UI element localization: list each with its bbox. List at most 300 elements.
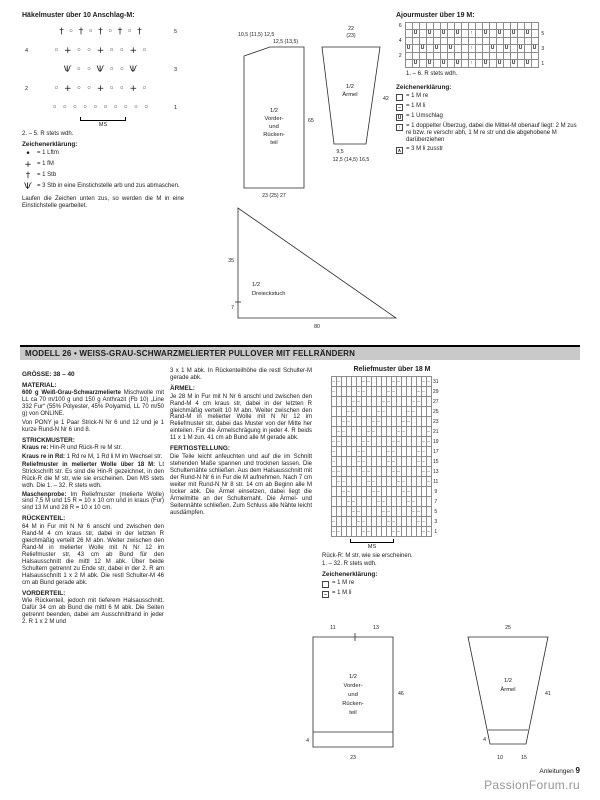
- chart-cell: –: [346, 407, 351, 417]
- chart-cell: [482, 53, 489, 60]
- row-number-right: 5: [434, 508, 438, 515]
- row-number-right: 3: [541, 45, 545, 52]
- chart-cell: [447, 23, 454, 30]
- chart-cell: –: [401, 427, 406, 437]
- chart-cell: –: [391, 517, 396, 527]
- chart-cell: [531, 38, 538, 45]
- model-header-bar: [20, 345, 580, 360]
- measurement-label: 22: [348, 26, 354, 32]
- chart-cell: [468, 38, 475, 45]
- crochet-repeat-note: 2. – 5. R stets wdh.: [22, 131, 74, 137]
- measurement-label: 4: [483, 737, 486, 743]
- row-number-right: [538, 23, 547, 30]
- schematic-label: Ärmel: [500, 687, 516, 693]
- measurement-label: 10: [497, 755, 503, 761]
- instruction-heading: ÄRMEL:: [170, 384, 195, 392]
- instruction-heading: FERTIGSTELLUNG:: [170, 445, 230, 453]
- chart-cell: –: [401, 477, 406, 487]
- crochet-symbols: ◦ + ◦ ◦ + ◦ ◦ + ◦: [53, 45, 149, 56]
- chart-cell: [412, 23, 419, 30]
- instruction-lead: Reliefmuster in melierter Wolle über 18 M:: [22, 462, 156, 469]
- chart-cell: –: [351, 497, 356, 507]
- instruction-lead: 600 g Weiß-Grau-Schwarzmelierte: [22, 390, 121, 397]
- chart-cell: –: [401, 417, 406, 427]
- measurement-label: (23): [346, 33, 356, 39]
- instructions-column-1: [22, 368, 164, 628]
- chart-cell: U: [434, 45, 439, 51]
- row-number-left: 4: [24, 47, 29, 54]
- chart-cell: [489, 23, 496, 30]
- chart-cell: [496, 45, 503, 53]
- chart-cell: U: [483, 60, 488, 66]
- instructions-column-2: [170, 368, 312, 518]
- chart-cell: –: [381, 397, 386, 407]
- chart-cell: –: [406, 417, 411, 427]
- chart-cell: –: [366, 527, 371, 537]
- chart-cell: [447, 53, 454, 60]
- schematic-label: 1/2: [348, 674, 358, 680]
- row-number-right: 3: [173, 66, 178, 73]
- chart-cell: –: [411, 407, 416, 417]
- relief-note-1: Rück-R: M str, wie sie erscheinen.: [322, 553, 413, 559]
- chart-cell: –: [381, 497, 386, 507]
- crochet-chart-row: [22, 41, 180, 60]
- chart-cell: [496, 23, 503, 30]
- chart-cell: [468, 23, 475, 30]
- chart-cell: –: [361, 457, 366, 467]
- schematic-label: Ärmel: [342, 92, 358, 98]
- chart-cell: –: [381, 407, 386, 417]
- chart-cell: –: [391, 527, 396, 537]
- legend-item: [22, 183, 184, 192]
- chart-cell: U: [448, 45, 453, 51]
- chart-cell: –: [421, 457, 426, 467]
- chart-cell: [524, 23, 531, 30]
- chart-cell: –: [391, 387, 396, 397]
- chart-cell: –: [331, 517, 336, 527]
- chart-cell: –: [381, 507, 386, 517]
- chart-cell: –: [361, 437, 366, 447]
- chart-cell: –: [361, 527, 366, 537]
- measurement-label: 15: [521, 755, 527, 761]
- chart-cell: –: [416, 507, 421, 517]
- ms-label: MS: [367, 544, 377, 550]
- chart-cell: [489, 30, 496, 38]
- chart-row: [396, 60, 547, 68]
- chart-cell: –: [351, 507, 356, 517]
- measurement-label: 13: [373, 625, 379, 631]
- chart-cell: –: [331, 467, 336, 477]
- chart-cell: ↑: [468, 45, 475, 53]
- row-number-left: [322, 417, 331, 427]
- chart-cell: [482, 38, 489, 45]
- instruction-heading: RÜCKENTEIL:: [22, 515, 66, 523]
- chart-row: [322, 507, 440, 517]
- crochet-chart-row: [22, 98, 180, 117]
- chart-cell: [496, 38, 503, 45]
- legend-item: [322, 580, 462, 588]
- chart-cell: [440, 23, 447, 30]
- legend-symbol: –: [322, 591, 329, 598]
- instruction-paragraph: Maschenprobe: Im Reliefmuster (melierte Wolle) sind 7,5 M und 15 R = 10 x 10 cm und in kraus (Fur) sind 13 M und 28 R = 10 x 10 cm.: [22, 491, 164, 512]
- chart-cell: [412, 53, 419, 60]
- chart-cell: [419, 53, 426, 60]
- model-title: MODELL 26 • WEISS-GRAU-SCHWARZMELIERTER PULLOVER MIT FELLRÄNDERN: [25, 349, 356, 358]
- chart-cell: –: [391, 467, 396, 477]
- chart-cell: [531, 60, 538, 68]
- crochet-symbols: ◦ ◦ ◦ ◦ ◦ ◦ ◦ ◦ ◦ ◦: [52, 102, 150, 113]
- chart-cell: –: [426, 377, 431, 387]
- chart-cell: –: [341, 477, 346, 487]
- chart-cell: –: [386, 387, 391, 397]
- relief-legend: [322, 580, 462, 598]
- chart-cell: [419, 30, 426, 38]
- measurement-label: 7: [231, 305, 234, 311]
- ajour-pattern-section: [396, 12, 582, 156]
- chart-cell: –: [336, 427, 341, 437]
- chart-cell: [426, 53, 433, 60]
- measurement-label: 23: [350, 755, 356, 761]
- schematic-label: Dreieckstuch: [252, 291, 286, 297]
- row-number-right: 1: [434, 528, 438, 535]
- crochet-symbols: Ѱ ◦ ◦ Ѱ ◦ ◦ Ѱ: [63, 64, 139, 75]
- measurement-label: 42: [383, 96, 389, 102]
- schematic-label: Rücken-: [342, 701, 364, 707]
- chart-cell: U: [497, 60, 502, 66]
- chart-cell: [461, 30, 468, 38]
- instruction-heading: STRICKMUSTER:: [22, 436, 75, 444]
- chart-cell: –: [371, 477, 376, 487]
- chart-cell: [461, 53, 468, 60]
- ajour-legend: [396, 93, 582, 154]
- legend-symbol: [396, 94, 403, 101]
- row-number-left: [322, 467, 331, 477]
- chart-cell: [454, 53, 461, 60]
- chart-cell: [475, 38, 482, 45]
- schematic-label: Rücken-: [263, 132, 285, 138]
- measurement-label: 9,5: [336, 149, 344, 155]
- chart-cell: –: [341, 487, 346, 497]
- chart-cell: –: [426, 477, 431, 487]
- crochet-chart-row: [22, 79, 180, 98]
- chart-cell: U: [427, 30, 432, 36]
- chart-cell: –: [361, 517, 366, 527]
- chart-cell: [433, 60, 440, 68]
- chart-cell: [454, 23, 461, 30]
- chart-cell: –: [331, 387, 336, 397]
- chart-cell: [447, 30, 454, 38]
- row-number-right: 5: [541, 30, 545, 37]
- crochet-chart: [22, 22, 180, 117]
- row-number-right: 1: [541, 60, 545, 67]
- chart-cell: [503, 38, 510, 45]
- chart-cell: –: [366, 377, 371, 387]
- row-number-left: [322, 397, 331, 407]
- chart-cell: –: [411, 507, 416, 517]
- legend-symbol: [322, 581, 329, 588]
- chart-cell: –: [421, 387, 426, 397]
- chart-cell: –: [336, 377, 341, 387]
- chart-cell: –: [396, 377, 401, 387]
- instruction-paragraph: 3 x 1 M abk. In Rückenteilhöhe die restl Schulter-M gerade abk.: [170, 368, 312, 381]
- chart-cell: [531, 23, 538, 30]
- chart-cell: [524, 53, 531, 60]
- chart-cell: –: [336, 527, 341, 537]
- row-number-right: 13: [432, 468, 439, 475]
- row-number-right: 3: [434, 518, 438, 525]
- legend-text: = 1 fM: [37, 160, 54, 167]
- crochet-section-title: Häkelmuster über 10 Anschlag-M:: [22, 12, 135, 19]
- chart-cell: –: [396, 527, 401, 537]
- chart-row: [322, 427, 440, 437]
- legend-item: [22, 150, 184, 159]
- row-number-left: [322, 507, 331, 517]
- chart-cell: –: [366, 467, 371, 477]
- chart-cell: –: [401, 487, 406, 497]
- measurement-label: 11: [330, 625, 336, 631]
- chart-cell: –: [416, 457, 421, 467]
- chart-cell: –: [356, 397, 361, 407]
- schematics-bottom: [298, 612, 588, 772]
- crochet-legend-title: Zeichenerklärung:: [22, 140, 78, 148]
- chart-cell: [503, 60, 510, 68]
- schematic-label: Vorder-: [343, 683, 363, 689]
- chart-cell: [412, 45, 419, 53]
- schematic-label: 1/2: [345, 84, 355, 90]
- row-number-left: [322, 527, 331, 537]
- chart-row: [322, 387, 440, 397]
- row-number-left: 4: [398, 38, 402, 44]
- row-number-right: 9: [434, 488, 438, 495]
- chart-row: [396, 23, 547, 30]
- chart-cell: –: [406, 407, 411, 417]
- chart-cell: [475, 30, 482, 38]
- ajour-repeat-note: 1. – 6. R stets wdh.: [406, 71, 458, 77]
- measurement-label: 4: [306, 738, 309, 744]
- chart-cell: –: [336, 437, 341, 447]
- measurement-label: 41: [545, 691, 551, 697]
- chart-cell: U: [483, 30, 488, 36]
- chart-cell: [517, 60, 524, 68]
- chart-row: [322, 517, 440, 527]
- chart-cell: –: [386, 507, 391, 517]
- legend-text: = 1 M re: [332, 580, 355, 587]
- schematic-label: und: [269, 124, 279, 130]
- legend-item: [396, 146, 582, 154]
- chart-cell: [489, 38, 496, 45]
- chart-cell: [440, 38, 447, 45]
- chart-cell: [405, 23, 412, 30]
- measurement-label: 25: [505, 625, 511, 631]
- row-number-left: [322, 387, 331, 397]
- row-number-left: [322, 497, 331, 507]
- chart-cell: [510, 38, 517, 45]
- stitch-chart-grid: [396, 22, 547, 68]
- chart-row: [322, 457, 440, 467]
- legend-text: = 1 Umschlag: [406, 112, 443, 119]
- chart-cell: [503, 53, 510, 60]
- legend-item: [322, 590, 462, 598]
- row-number-right: 11: [433, 478, 439, 485]
- chart-cell: [433, 53, 440, 60]
- chart-cell: U: [455, 30, 460, 36]
- crochet-chart-row: [22, 60, 180, 79]
- chart-row: [322, 487, 440, 497]
- chart-cell: [419, 60, 426, 68]
- legend-item: [22, 172, 184, 181]
- schematic-label: 1/2: [252, 282, 261, 288]
- chart-cell: –: [406, 497, 411, 507]
- chart-cell: ↑: [468, 30, 475, 38]
- schematic-label: 1/2: [503, 678, 513, 684]
- row-number-left: [322, 447, 331, 457]
- row-number-right: 29: [432, 388, 439, 395]
- chart-cell: –: [331, 437, 336, 447]
- chart-row: [322, 377, 440, 387]
- row-number-right: 15: [432, 458, 439, 465]
- chart-cell: –: [386, 447, 391, 457]
- chart-cell: –: [426, 527, 431, 537]
- instruction-paragraph: Die Teile leicht anfeuchten und auf die im Schnitt stehenden Maße spannen und trocknen lassen. Die Schulternähte schließen. Aus dem Halsausschnitt mit der Rund-N Nr 6 in Fur die M aufnehmen. Nach 7 cm weiter mit Rund-N Nr 8 str. 14 cm ab Beginn alle M locker abk. Die Ärmel einsetzen, dabei liegt die Ärmelmitte an der Schulternaht. Die Ärmel- und Seitennähte schließen. Zum Schluss alle Nähte leicht ausdämpfen.: [170, 453, 312, 516]
- schematic-label: 1/2: [269, 108, 279, 114]
- chart-cell: U: [518, 45, 523, 51]
- chart-cell: –: [416, 447, 421, 457]
- chart-cell: [412, 38, 419, 45]
- chart-cell: U: [413, 60, 418, 66]
- chart-cell: [461, 60, 468, 68]
- chart-row: [322, 527, 440, 537]
- instruction-paragraph: Kraus re in Rd: 1 Rd re M, 1 Rd li M im Wechsel str.: [22, 453, 163, 460]
- chart-cell: [426, 45, 433, 53]
- chart-cell: U: [490, 45, 495, 51]
- chart-cell: [517, 23, 524, 30]
- chart-cell: –: [396, 427, 401, 437]
- chart-cell: U: [441, 30, 446, 36]
- watermark: PassionForum.ru: [484, 778, 580, 792]
- row-number-left: [322, 437, 331, 447]
- instruction-paragraph: Von PONY je 1 Paar Strick-N Nr 6 und 12 und je 1 kurze Rund-N Nr 6 und 8.: [22, 419, 164, 433]
- row-number-right: 27: [432, 398, 439, 405]
- chart-cell: –: [376, 487, 381, 497]
- chart-cell: –: [416, 387, 421, 397]
- chart-cell: –: [371, 417, 376, 427]
- instruction-lead: Kraus re:: [22, 445, 49, 452]
- chart-cell: –: [361, 387, 366, 397]
- row-number-left: [322, 487, 331, 497]
- legend-symbol: †: [25, 170, 31, 181]
- legend-item: [396, 93, 582, 101]
- chart-cell: [405, 60, 412, 68]
- chart-cell: –: [356, 517, 361, 527]
- chart-cell: [524, 45, 531, 53]
- chart-cell: [405, 30, 412, 38]
- chart-cell: [517, 53, 524, 60]
- crochet-legend: [22, 150, 184, 192]
- chart-row: [396, 30, 547, 38]
- crochet-chart-row: [22, 22, 180, 41]
- chart-cell: [503, 30, 510, 38]
- page-number: 9: [575, 766, 580, 775]
- chart-cell: –: [376, 417, 381, 427]
- ms-bracket: [80, 117, 126, 121]
- legend-symbol: Ѱ: [24, 181, 32, 192]
- chart-cell: –: [371, 487, 376, 497]
- chart-row: [322, 497, 440, 507]
- chart-cell: –: [406, 487, 411, 497]
- chart-cell: –: [421, 527, 426, 537]
- chart-cell: –: [341, 427, 346, 437]
- instruction-paragraph: Je 28 M in Fur mit N Nr 6 anschl und zwischen den Rand-M 4 cm kraus str, dabei in der letzten R gleichmäßig verteilt 10 M abn. Weiter zwischen den Rand-M in melierter Wolle mit N Nr 12 im Reliefmuster str, dabei das Muster von der Mitte her einteilen. Für die Ärmelschrägung in jeder 4. R beids 11 x 1 M zun. 41 cm ab Bund alle M gerade abk.: [170, 393, 312, 442]
- chart-cell: –: [426, 437, 431, 447]
- measurement-label: 35: [228, 258, 234, 264]
- chart-cell: U: [511, 60, 516, 66]
- chart-cell: –: [356, 387, 361, 397]
- row-number-left: [322, 477, 331, 487]
- chart-cell: –: [331, 377, 336, 387]
- instruction-heading: MATERIAL:: [22, 381, 57, 389]
- chart-cell: –: [346, 487, 351, 497]
- chart-cell: [468, 53, 475, 60]
- relief-legend-title: Zeichenerklärung:: [322, 571, 378, 579]
- chart-cell: –: [376, 407, 381, 417]
- chart-cell: –: [416, 397, 421, 407]
- relief-section-title: Reliefmuster über 18 M: [353, 366, 431, 373]
- row-number-right: 1: [173, 104, 178, 111]
- chart-cell: U: [441, 60, 446, 66]
- chart-cell: –: [341, 417, 346, 427]
- chart-cell: [461, 23, 468, 30]
- chart-cell: –: [336, 477, 341, 487]
- legend-item: [396, 103, 582, 111]
- chart-row: [322, 407, 440, 417]
- legend-text: = 1 M re: [406, 92, 429, 99]
- chart-cell: U: [497, 30, 502, 36]
- crochet-symbols: † ◦ † ◦ † ◦ † ◦ †: [59, 26, 143, 37]
- ajour-legend-title: Zeichenerklärung:: [396, 83, 452, 91]
- chart-cell: U: [532, 45, 537, 51]
- chart-cell: –: [366, 427, 371, 437]
- chart-cell: –: [336, 467, 341, 477]
- measurement-label: 23 (25) 27: [262, 193, 286, 199]
- chart-cell: –: [391, 377, 396, 387]
- chart-cell: U: [525, 60, 530, 66]
- row-number-right: 23: [432, 418, 439, 425]
- relief-chart: [322, 376, 462, 537]
- chart-cell: [447, 60, 454, 68]
- chart-cell: –: [421, 517, 426, 527]
- chart-row: [322, 477, 440, 487]
- row-number-right: 31: [432, 378, 439, 385]
- instruction-heading: GRÖSSE: 38 – 40: [22, 371, 75, 378]
- legend-text: = 1 M li: [332, 590, 352, 597]
- chart-cell: –: [346, 497, 351, 507]
- chart-cell: [447, 38, 454, 45]
- row-number-right: 25: [432, 408, 439, 415]
- chart-cell: [510, 45, 517, 53]
- ms-bracket: [350, 539, 394, 543]
- chart-cell: [531, 53, 538, 60]
- measurement-label: 12,5 (14,5) 16,5: [332, 157, 370, 163]
- schematic-label: teil: [349, 710, 357, 716]
- row-number-left: 2: [398, 53, 402, 59]
- row-number-left: [322, 377, 331, 387]
- schematic-label: Vorder-: [264, 116, 284, 122]
- relief-note-2: 1. – 32. R stets wdh.: [322, 561, 377, 568]
- chart-cell: [426, 23, 433, 30]
- row-number-right: 17: [432, 448, 439, 455]
- chart-row: [322, 467, 440, 477]
- shawl-schematic-outline: [238, 208, 396, 318]
